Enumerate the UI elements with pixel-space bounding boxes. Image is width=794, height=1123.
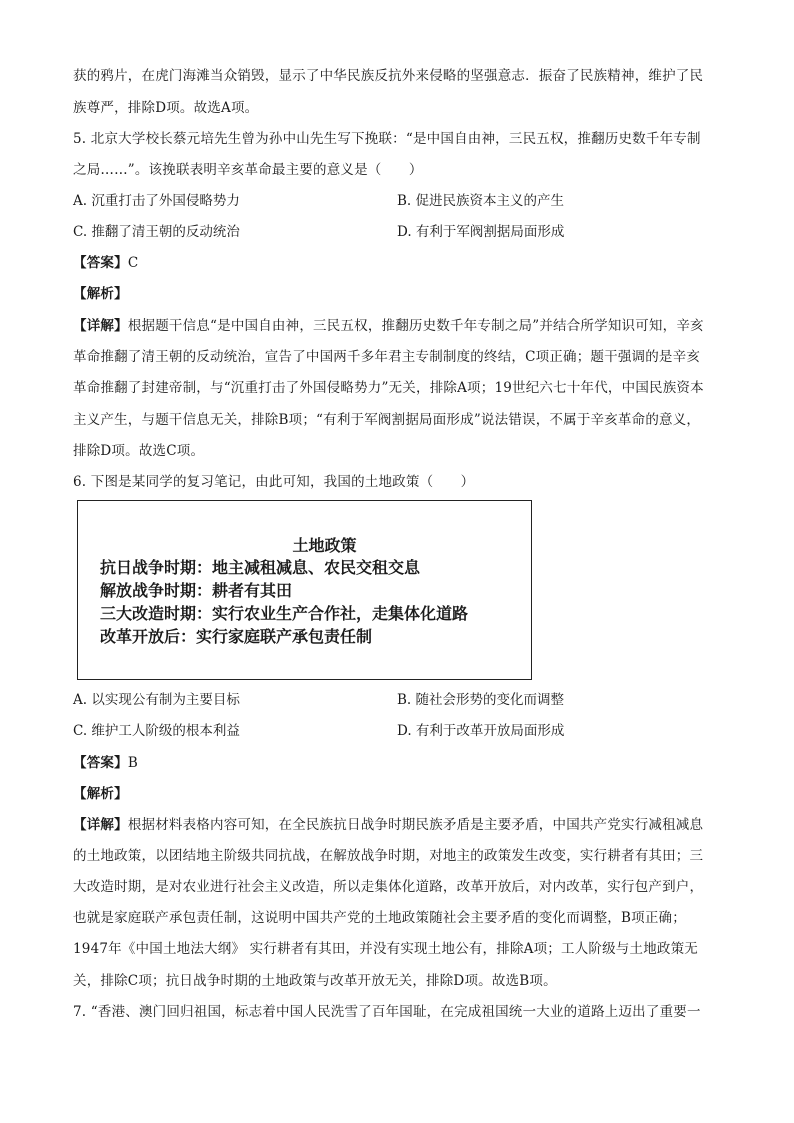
note-row: 抗日战争时期：地主减租减息、农民交租交息 <box>100 558 421 577</box>
q5-analysis-tag <box>73 284 724 304</box>
q6-detail-line: 1947年《中国土地法大纲》 实行耕者有其田，并没有实现土地公有，排除A项；工人阶级与土地政策无 <box>73 941 698 957</box>
answer-value: B <box>127 755 138 771</box>
detail-text: 根据材料表格内容可知，在全民族抗日战争时期民族矛盾是主要矛盾，中国共产党实行减租减息 <box>127 817 704 833</box>
q6-option-d: D. 有利于改革开放局面形成 <box>397 723 565 739</box>
answer-tag: 【答案】 <box>73 755 128 771</box>
detail-text: 根据题干信息“是中国自由神，三民五权，推翻历史数千年专制之局”并结合所学知识可知，辛亥 <box>127 318 704 334</box>
detail-tag: 【详解】 <box>73 817 128 833</box>
question-6-stem: 6. 下图是某同学的复习笔记，由此可知，我国的土地政策（ ） <box>73 474 475 490</box>
question-7-stem: 7. “香港、澳门回归祖国，标志着中国人民洗雪了百年国耻，在完成祖国统一大业的道路上迈出了重要一 <box>73 1004 701 1020</box>
note-row: 解放战争时期：耕者有其田 <box>100 581 293 600</box>
q6-option-b: B. 随社会形势的变化而调整 <box>397 692 565 708</box>
note-row: 三大改造时期：实行农业生产合作社，走集体化道路 <box>100 604 469 623</box>
review-note-box <box>77 500 532 680</box>
q5-detail-line: 排除D项。故选C项。 <box>73 443 205 459</box>
note-title: 土地政策 <box>292 536 357 555</box>
text-line: 族尊严，排除D项。故选A项。 <box>73 100 259 116</box>
answer-tag: 【答案】 <box>73 255 128 271</box>
q6-detail <box>73 815 724 835</box>
q6-option-a: A. 以实现公有制为主要目标 <box>73 692 240 708</box>
note-row: 改革开放后：实行家庭联产承包责任制 <box>100 627 373 646</box>
q5-option-b: B. 促进民族资本主义的产生 <box>397 193 565 209</box>
q6-detail-line: 的土地政策，以团结地主阶级共同抗战，在解放战争时期，对地主的政策发生改变，实行耕者有其田；三 <box>73 848 704 864</box>
detail-tag: 【详解】 <box>73 318 128 334</box>
text-line: 获的鸦片，在虎门海滩当众销毁，显示了中华民族反抗外来侵略的坚强意志．振奋了民族精神，维护了民 <box>73 68 704 84</box>
q5-detail-line: 革命推翻了封建帝制，与“沉重打击了外国侵略势力”无关，排除A项；19世纪六七十年代，中国民族资本 <box>73 380 704 396</box>
q6-detail-line: 大改造时期，是对农业进行社会主义改造，所以走集体化道路，改革开放后，对内改革，实行包产到户， <box>73 879 704 895</box>
q5-detail <box>73 316 724 336</box>
q5-option-c: C. 推翻了清王朝的反动统治 <box>73 224 240 240</box>
q6-option-c: C. 维护工人阶级的根本利益 <box>73 723 240 739</box>
q5-detail-line: 革命推翻了清王朝的反动统治，宣告了中国两千多年君主专制制度的终结，C项正确；题干强调的是辛亥 <box>73 349 701 365</box>
q6-analysis-tag <box>73 784 724 804</box>
q6-detail-line: 也就是家庭联产承包责任制，这说明中国共产党的土地政策随社会主要矛盾的变化而调整，B项正确； <box>73 910 686 926</box>
question-5-stem: 之局……”。该挽联表明辛亥革命最主要的意义是（ ） <box>73 162 423 178</box>
question-5-stem: 5. 北京大学校长蔡元培先生曾为孙中山先生写下挽联：“是中国自由神，三民五权，推翻历史数千年专制 <box>73 131 701 147</box>
q5-option-d: D. 有利于军阀割据局面形成 <box>397 224 565 240</box>
q5-detail-line: 主义产生，与题干信息无关，排除B项；“有利于军阀割据局面形成”说法错误，不属于辛亥革命的意义， <box>73 412 701 428</box>
q6-detail-line: 关，排除C项；抗日战争时期的土地政策与改革开放无关，排除D项。故选B项。 <box>73 973 557 989</box>
analysis-tag: 【解析】 <box>73 786 128 802</box>
q6-answer <box>73 753 724 773</box>
q5-answer <box>73 253 724 273</box>
answer-value: C <box>127 255 139 271</box>
analysis-tag: 【解析】 <box>73 286 128 302</box>
q5-option-a: A. 沉重打击了外国侵略势力 <box>73 193 240 209</box>
